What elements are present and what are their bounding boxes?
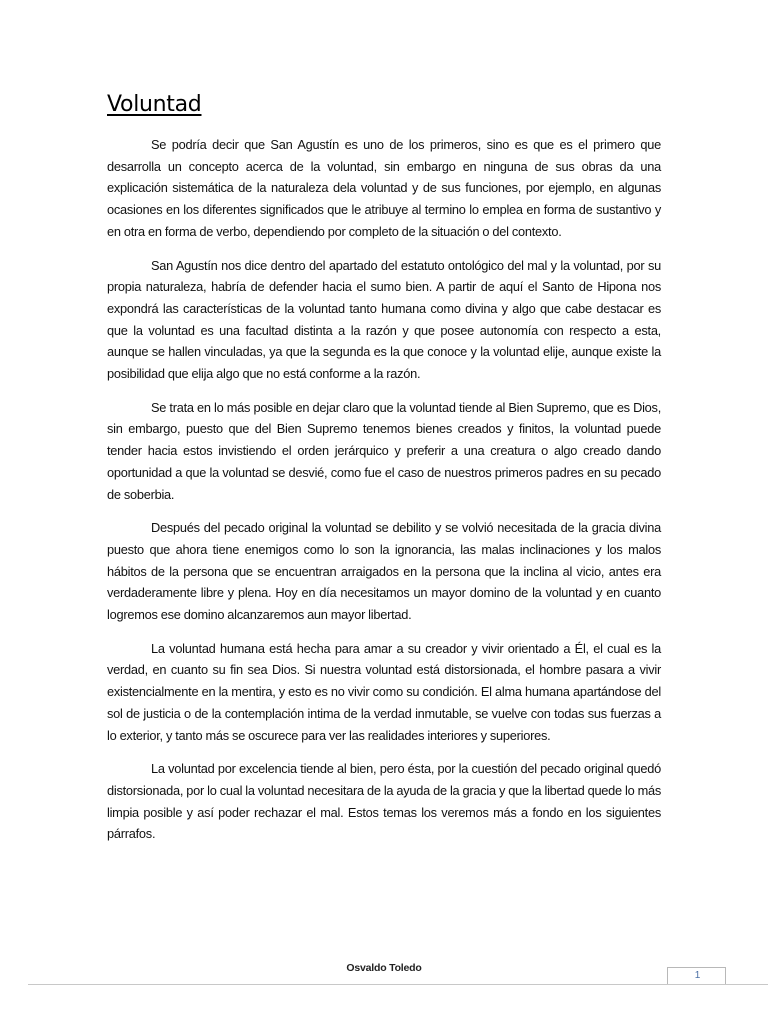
paragraph-1: Se podría decir que San Agustín es uno de los primeros, sino es que es el primero que desarrolla un concepto acerca de la voluntad, sin embargo en ninguna de sus obras da una explicación sistemática de la naturaleza dela voluntad y de sus funciones, por ejemplo, en algunas ocasiones en los diferentes significados que le atribuye al termino lo emplea en forma de sustantivo y en otra en forma de verbo, dependiendo por completo de la situación o del contexto.	[107, 137, 661, 239]
paragraph-5: La voluntad humana está hecha para amar a su creador y vivir orientado a Él, el cual es la verdad, en cuanto su fin sea Dios. Si nuestra voluntad está distorsionada, el hombre pasara a vivir existencialmente en la mentira, y esto es no vivir como su condición. El alma humana apartándose del sol de justicia o de la contemplación intima de la verdad inmutable, se vuelve con todas sus fuerzas a lo exterior, y tanto más se oscurece para ver las realidades interiores y superiores.	[107, 640, 661, 743]
footer-divider	[28, 984, 768, 985]
document-title: Voluntad	[107, 92, 202, 117]
page-number-tab	[667, 967, 726, 984]
paragraph-2: San Agustín nos dice dentro del apartado del estatuto ontológico del mal y la voluntad, por su propia naturaleza, habría de defender hacia el sumo bien. A partir de aquí el Santo de Hipona nos expondrá las características de la voluntad tanto humana como divina y algo que cabe destacar es que la voluntad es una facultad distinta a la razón y que posee autonomía con respecto a esta, aunque se hallen vinculadas, ya que la segunda es la que conoce y la voluntad elije, aunque existe la posibilidad que elija algo que no está conforme a la razón.	[107, 257, 661, 382]
paragraph-6: La voluntad por excelencia tiende al bien, pero ésta, por la cuestión del pecado original quedó distorsionada, por lo cual la voluntad necesitara de la ayuda de la gracia y que la libertad quede lo más limpia posible y así poder rechazar el mal. Estos temas los veremos más a fondo en los siguientes párrafos.	[107, 761, 662, 842]
document-body	[107, 134, 661, 857]
paragraph-3: Se trata en lo más posible en dejar claro que la voluntad tiende al Bien Supremo, que es Dios, sin embargo, puesto que del Bien Supremo tenemos bienes creados y finitos, la voluntad puede tender hacia estos invistiendo el orden jerárquico y preferir a una creatura o algo creado dando oportunidad a que la voluntad se desvié, como fue el caso de nuestros primeros padres en su pecado de soberbia.	[107, 399, 661, 502]
footer-author: Osvaldo Toledo	[346, 962, 422, 974]
paragraph-4: Después del pecado original la voluntad se debilito y se volvió necesitada de la gracia divina puesto que ahora tiene enemigos como lo son la ignorancia, las malas inclinaciones y los malos hábitos de la persona que se encuentran arraigados en la persona que la inclina al vicio, antes era verdaderamente libre y plena. Hoy en día necesitamos un mayor domino de la voluntad y en cuanto logremos ese domino alcanzaremos aun mayor libertad.	[107, 520, 661, 623]
page-number: 1	[694, 970, 701, 981]
